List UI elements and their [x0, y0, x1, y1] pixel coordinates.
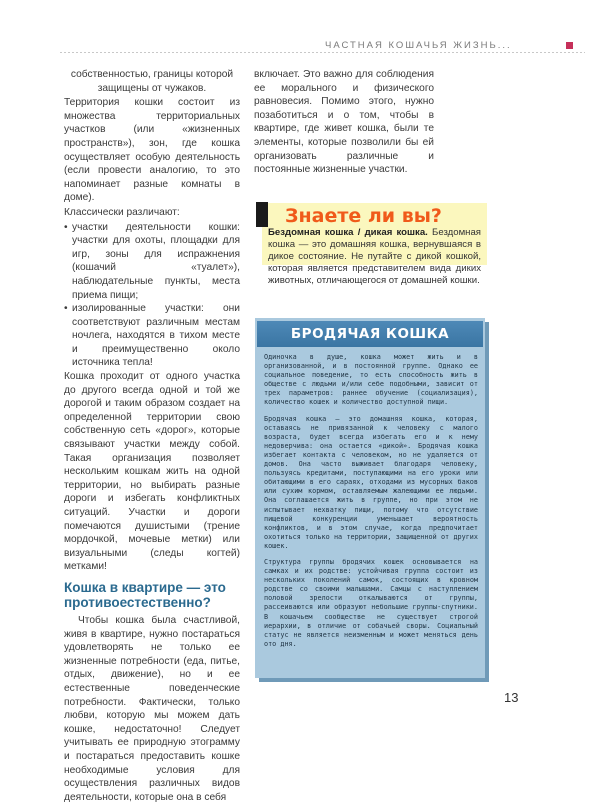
left-paragraph-5: Чтобы кошка была счастливой, живя в квартире, нужно постараться удовлетворять не только ее жизненные потребности (еда, питье, отдых, движение), но и ее естественные поведенческие потребности. Фактически, только любви, которую мы можем дать кошке, недостаточно! Следует учитывать ее природную этограмму и постараться предоставить кошке необходимые условия для осуществления различных видов деятельности, которые она в себя	[64, 614, 240, 803]
left-paragraph-4: Кошка проходит от одного участка до другого всегда одной и той же дорогой и таким образом создает на определенной территории свою собственную сеть «дорог», которые связывают участки между собой. Такая организация позволяет нескольким кошкам жить на одной территории, но выбирать разные дороги и избегать конфликтных ситуаций. Участки и дороги помечаются душистыми (трение мордочкой, мочевые метки) или визуальными (следы когтей) метками!	[64, 371, 240, 573]
header-divider	[60, 52, 585, 53]
did-you-know-term: Бездомная кошка / дикая кошка.	[268, 227, 428, 238]
header-square-icon	[566, 42, 573, 49]
stray-cat-paragraph-2: Бродячая кошка — это домашняя кошка, которая, оставаясь не привязанной к человеку с малого возраста, будет всегда избегать его и к нему недоверчива: она остается «дикой». Бродячая кошка избегает контакта с человеком, но не удаляется от домов. Она часто выживает благодаря человеку, пользуясь кредитами, поступающими на его уроки или обитающими в его сараях, отходами из мусорных баков или сухим кормом, оставляемым жалеющими ее людьми. Она соглашается жить в группе, но при этом не испытывает нехватку пищи, потому что отсутствие пищевой конкуренции уменьшает вероятность конфликтов, и в этом случае, когда предпочитает охотиться только на территории, защищенной от других кошек.	[264, 414, 478, 550]
left-paragraph-3: Классически различают:	[64, 206, 180, 218]
territory-list	[64, 221, 240, 371]
left-paragraph-2: Территория кошки состоит из множества территориальных участков (или «жизненных пространств»), зон, где кошка осуществляет особую деятельность (если провести аналогию, то это напоминает разные комнаты в доме).	[64, 97, 240, 204]
left-paragraph-1: собственностью, границы которой защищены от чужаков.	[70, 69, 234, 94]
running-header	[325, 40, 585, 56]
right-column	[254, 68, 434, 178]
right-paragraph-1: включает. Это важно для соблюдения ее морального и физического равновесия. Помимо этого, нужно позаботиться и о том, чтобы в квартире, где живет кошка, были те элементы, которые позволили бы ей организовать различные и постоянные жизненные участки.	[254, 69, 434, 176]
running-title: ЧАСТНАЯ КОШАЧЬЯ ЖИЗНЬ...	[325, 40, 512, 51]
did-you-know-body: Бездомная кошка — это домашняя кошка, вернувшаяся в дикое состояние. Не путайте с дикой кошкой, которая является представителем вида диких животных, отличающегося от домашней кошки.	[268, 227, 481, 286]
stray-cat-paragraph-3: Структура группы бродячих кошек основывается на самках и их родстве: устойчивая группа состоит из нескольких поколений самок, состоящих в кровном родстве со своими малышами. Самцы с наступлением половой зрелости откалываются от группы, рассеиваются или образуют небольшие группы-спутники. В кошачьем сообществе не существует строгой иерархии, в отличие от собачьей своры. Социальный статус не является неизменным и может меняться день ото дня.	[264, 557, 478, 648]
stray-cat-text	[264, 353, 478, 656]
did-you-know-title: Знаете ли вы?	[285, 205, 442, 227]
stray-cat-title: БРОДЯЧАЯ КОШКА	[290, 326, 450, 342]
stray-cat-paragraph-1: Одиночка в душе, кошка может жить и в организованной, и в постоянной группе. Однако ее социальное поведение, то есть способность жить в обществе с людьми и/или себе подобными, зависит от трех параметров: раннее обучение (социализация), количество кошек и количество доступной пищи.	[264, 353, 478, 407]
page-number: 13	[504, 690, 519, 705]
did-you-know-text	[268, 227, 481, 287]
territory-list-item: • участки деятельности кошки: участки для охоты, площадки для игр, зоны для испражнения (кошачий «туалет»), наблюдательные пункты, места приема пищи;	[64, 221, 240, 303]
did-you-know-tab	[256, 202, 268, 227]
territory-list-item: • изолированные участки: они соответствуют различным местам ночлега, находятся в тихом месте и преимущественно около источника тепла!	[64, 302, 240, 370]
left-column	[64, 68, 240, 805]
section-heading: Кошка в квартире — это противоестественно?	[64, 579, 226, 610]
